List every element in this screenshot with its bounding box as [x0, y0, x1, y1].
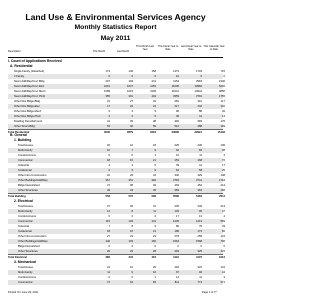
row-value: 0 — [131, 154, 133, 157]
row-label: Multi-Family — [18, 271, 33, 274]
row-value: 488 — [197, 125, 202, 128]
row-value: 18 — [153, 144, 156, 147]
row-value: 14 — [176, 276, 179, 279]
row-value: 76 — [222, 159, 225, 162]
row-value: 49 — [107, 189, 110, 192]
row-value: 258 — [197, 235, 202, 238]
row-value: 1089 — [104, 90, 110, 93]
row-label: Other Structures — [18, 250, 38, 253]
row-label: Other Res Bldgs-Plmb — [14, 115, 41, 118]
total-value: 1912 — [219, 256, 225, 259]
row-value: 23 — [130, 235, 133, 238]
row-value: 0 — [108, 75, 110, 78]
total-value: 33666 — [171, 131, 179, 134]
row-value: 29 — [130, 174, 133, 177]
row-value: 97 — [176, 271, 179, 274]
row-value: 83 — [153, 281, 156, 284]
row-value: 10 — [176, 75, 179, 78]
row-value: 1019 — [127, 90, 133, 93]
row-value: 1568 — [196, 240, 202, 243]
row-value: 27 — [130, 100, 133, 103]
column-header-last-fytd: Last Fiscal Year to Date — [180, 45, 202, 51]
row-value: 11 — [107, 271, 110, 274]
row-value: 774 — [197, 281, 202, 284]
row-label: Industrial — [18, 164, 29, 167]
row-value: 0 — [131, 245, 133, 248]
column-header-calendar-ytd: This Calendar Year to Date — [203, 45, 225, 51]
row-value: 31 — [107, 100, 110, 103]
total-row — [8, 129, 223, 135]
row-value: 4 — [108, 164, 110, 167]
row-value: 340 — [174, 174, 179, 177]
row-value: 435 — [174, 205, 179, 208]
row-value: 10 — [153, 271, 156, 274]
row-value: 20 — [107, 144, 110, 147]
row-value: 104 — [128, 220, 133, 223]
row-label: Swmt Add/Rep/Cnvr Mech — [14, 90, 46, 93]
row-value: 160 — [151, 240, 156, 243]
header-divider — [8, 57, 223, 58]
row-value: 10944 — [194, 90, 202, 93]
total-value: 5484 — [196, 195, 202, 198]
row-value: 363 — [197, 189, 202, 192]
total-value: 4172 — [196, 256, 202, 259]
row-value: 0 — [108, 154, 110, 157]
row-value: 15 — [130, 230, 133, 233]
row-value: 14 — [222, 115, 225, 118]
row-label: Townhouses — [18, 144, 33, 147]
row-value: 512 — [174, 125, 179, 128]
row-label: Commercial — [18, 281, 33, 284]
row-value: 371 — [220, 281, 225, 284]
row-value: 242 — [197, 105, 202, 108]
row-value: 121 — [220, 235, 225, 238]
row-value: 1940 — [219, 80, 225, 83]
total-value: 3035 — [104, 131, 110, 134]
row-value: 3963 — [196, 80, 202, 83]
row-value: 37 — [107, 205, 110, 208]
column-header-description: Description — [8, 50, 21, 53]
row-value: 1061 — [104, 85, 110, 88]
row-value: 9 — [154, 110, 156, 113]
row-value: 322 — [197, 266, 202, 269]
row-value: 213 — [220, 205, 225, 208]
column-header-this-month: This Month — [92, 50, 106, 53]
row-value: 24 — [153, 105, 156, 108]
row-value: 0 — [154, 245, 156, 248]
row-value: 3 — [223, 276, 225, 279]
row-value: 12 — [107, 210, 110, 213]
total-value: 5596 — [173, 195, 179, 198]
row-label: Other Non-Construction — [18, 174, 47, 177]
row-value: 8 — [131, 225, 133, 228]
row-value: 26 — [107, 250, 110, 253]
row-value: 17 — [222, 164, 225, 167]
row-value: 278 — [174, 235, 179, 238]
row-value: 168 — [197, 159, 202, 162]
row-label: Townhouses — [18, 205, 33, 208]
row-value: 5232 — [219, 85, 225, 88]
row-value: 3792 — [173, 179, 179, 182]
row-value: 149 — [128, 70, 133, 73]
row-value: 325 — [197, 250, 202, 253]
row-value: 1 — [154, 276, 156, 279]
row-label: Condominiums — [18, 215, 36, 218]
row-value: 141 — [220, 266, 225, 269]
total-value: 4191 — [173, 256, 179, 259]
row-value: 1213 — [196, 220, 202, 223]
row-value: 44 — [222, 271, 225, 274]
row-value: 47 — [107, 184, 110, 187]
total-value: 3318 — [150, 131, 156, 134]
row-value: 236 — [197, 144, 202, 147]
row-value: 21 — [153, 230, 156, 233]
row-value: 811 — [174, 281, 179, 284]
column-header-last-month: Last Month — [116, 50, 130, 53]
row-value: 241 — [151, 80, 156, 83]
row-label: Other Res Bldgs-Bldg — [14, 100, 40, 103]
row-label: Multi-Family — [18, 210, 33, 213]
row-value: 186 — [174, 230, 179, 233]
row-value: 7 — [108, 225, 110, 228]
row-label: Institutional — [18, 169, 32, 172]
row-value: 173 — [197, 230, 202, 233]
row-value: 404 — [151, 95, 156, 98]
row-value: 10982 — [194, 85, 202, 88]
row-label: Condominiums — [18, 154, 36, 157]
row-value: 18 — [107, 230, 110, 233]
row-value: 34 — [153, 174, 156, 177]
row-value: 569 — [220, 220, 225, 223]
row-value: 23 — [130, 250, 133, 253]
row-value: 24 — [107, 266, 110, 269]
row-value: 281 — [174, 100, 179, 103]
row-value: 131 — [151, 220, 156, 223]
row-label: Dwelling Demolishment — [14, 120, 43, 123]
row-label: Multi-Family — [18, 149, 33, 152]
section-heading-general: B. General — [10, 133, 27, 137]
row-value: 38 — [222, 149, 225, 152]
row-value: 64 — [130, 281, 133, 284]
row-value: 6 — [108, 110, 110, 113]
row-value: 310 — [197, 100, 202, 103]
row-value: 41 — [199, 115, 202, 118]
row-value: 11 — [153, 210, 156, 213]
row-value: 4850 — [219, 90, 225, 93]
row-value: 383 — [174, 189, 179, 192]
row-value: 11531 — [171, 90, 179, 93]
row-value: 72 — [107, 281, 110, 284]
report-period: May 2011 — [100, 35, 131, 42]
row-value: 392 — [174, 120, 179, 123]
row-value: 45 — [153, 189, 156, 192]
row-value: 18 — [107, 159, 110, 162]
row-value: 392 — [151, 179, 156, 182]
row-label: Townhouses — [18, 266, 33, 269]
row-value: 331 — [128, 95, 133, 98]
row-value: 294 — [174, 266, 179, 269]
row-value: 11005 — [171, 85, 179, 88]
row-value: 94 — [176, 149, 179, 152]
row-value: 38 — [153, 120, 156, 123]
row-value: 217 — [174, 105, 179, 108]
total-value: 553 — [105, 195, 110, 198]
total-value: 583 — [151, 195, 156, 198]
row-value: 3959 — [173, 95, 179, 98]
row-value: 28 — [153, 250, 156, 253]
section-heading-residential: A. Residential — [10, 64, 33, 68]
table-row — [8, 280, 223, 285]
row-value: 20 — [153, 266, 156, 269]
row-value: 11 — [199, 154, 202, 157]
row-value: 4 — [131, 110, 133, 113]
row-value: 1564 — [173, 240, 179, 243]
row-value: 0 — [154, 75, 156, 78]
row-label: Commercial — [18, 159, 33, 162]
row-value: 715 — [220, 70, 225, 73]
row-value: 41 — [199, 164, 202, 167]
row-value: 2 — [154, 215, 156, 218]
row-value: 1235 — [173, 220, 179, 223]
row-value: 16 — [130, 144, 133, 147]
row-value: 78 — [199, 225, 202, 228]
row-value: 9 — [131, 271, 133, 274]
row-value: 193 — [128, 80, 133, 83]
total-value: 15132 — [217, 131, 225, 134]
row-value: 96 — [176, 110, 179, 113]
row-value: 83 — [199, 149, 202, 152]
row-value: 454 — [197, 184, 202, 187]
row-value: 13 — [199, 215, 202, 218]
row-value: 32 — [222, 110, 225, 113]
total-value: 416 — [151, 256, 156, 259]
row-value: 58 — [199, 169, 202, 172]
total-label: Total Building — [8, 195, 26, 198]
row-value: 36 — [176, 115, 179, 118]
row-value: 0 — [108, 215, 110, 218]
row-value: 1755 — [219, 95, 225, 98]
row-value: 3 — [223, 154, 225, 157]
row-value: 31 — [153, 205, 156, 208]
section-heading-applications: I. Count of Applications Received — [8, 59, 62, 63]
row-label: Swmt Add/Rep/Cnvr Plmb — [14, 95, 46, 98]
row-label: Single Family (Detached) — [14, 70, 45, 73]
row-value: 176 — [220, 120, 225, 123]
row-value: 3741 — [196, 179, 202, 182]
row-value: 199 — [220, 125, 225, 128]
row-value: 102 — [220, 105, 225, 108]
row-value: 4154 — [173, 80, 179, 83]
page-number: Page 1 of 77 — [202, 291, 217, 294]
row-value: 106 — [220, 144, 225, 147]
row-value: 5 — [154, 164, 156, 167]
row-label: Condominiums — [18, 276, 36, 279]
row-value: 0 — [131, 75, 133, 78]
row-value: 9 — [154, 225, 156, 228]
row-value: 47 — [222, 210, 225, 213]
row-value: 15 — [176, 154, 179, 157]
row-value: 88 — [199, 110, 202, 113]
row-value: 92 — [199, 271, 202, 274]
row-value: 10 — [107, 149, 110, 152]
row-value: 355 — [105, 95, 110, 98]
row-value: 225 — [174, 144, 179, 147]
row-label: Industrial — [18, 225, 29, 228]
row-value: 82 — [222, 230, 225, 233]
row-value: 9 — [154, 169, 156, 172]
row-value: 32 — [107, 174, 110, 177]
row-value: 166 — [220, 189, 225, 192]
row-value: 1153 — [150, 85, 156, 88]
total-value: 32921 — [194, 131, 202, 134]
section-heading-mechanical: 3. Mechanical — [14, 260, 37, 264]
row-value: 1 — [154, 154, 156, 157]
row-value: 33 — [222, 225, 225, 228]
total-value: 2879 — [127, 131, 133, 134]
row-value: 0 — [223, 245, 225, 248]
row-value: 53 — [107, 125, 110, 128]
total-row — [8, 254, 223, 260]
row-value: 25 — [222, 169, 225, 172]
row-value: 39 — [130, 120, 133, 123]
row-value: 117 — [220, 100, 225, 103]
total-value: 382 — [105, 256, 110, 259]
row-value: 103 — [174, 210, 179, 213]
row-label: Commercial — [18, 220, 33, 223]
row-label: Institutional — [18, 230, 32, 233]
row-value: 3 — [131, 164, 133, 167]
row-value: 4 — [223, 215, 225, 218]
section-heading-building: 1. Building — [14, 138, 32, 142]
report-title: Monthly Statistics Report — [74, 24, 157, 31]
row-value: 158 — [151, 70, 156, 73]
row-value: 0 — [108, 245, 110, 248]
row-label: Bldgs Demolished — [18, 245, 40, 248]
row-value: 133 — [128, 240, 133, 243]
row-value: 15 — [130, 159, 133, 162]
row-value: 5 — [131, 169, 133, 172]
section-heading-electrical: 2. Electrical — [14, 199, 33, 203]
row-value: 2 — [131, 115, 133, 118]
row-value: 367 — [105, 179, 110, 182]
row-value: 8 — [131, 210, 133, 213]
total-value: 344 — [128, 256, 133, 259]
row-value: 153 — [174, 159, 179, 162]
row-value: 6 — [108, 169, 110, 172]
row-value: 46 — [130, 125, 133, 128]
row-label: Swmt Add/Rep/Cnvr Bldg — [14, 80, 45, 83]
row-value: 0 — [108, 276, 110, 279]
row-value: 3791 — [196, 95, 202, 98]
row-value: 80 — [176, 225, 179, 228]
row-value: 95 — [199, 210, 202, 213]
row-value: 0 — [200, 245, 202, 248]
row-value: 41 — [107, 120, 110, 123]
row-value: 329 — [197, 174, 202, 177]
row-value: 43 — [130, 189, 133, 192]
row-value: 0 — [200, 75, 202, 78]
row-value: 1047 — [127, 85, 133, 88]
total-label: Total Residential — [8, 131, 30, 134]
row-value: 0 — [223, 75, 225, 78]
row-value: 34 — [153, 100, 156, 103]
row-value: 23 — [153, 235, 156, 238]
row-value: 140 — [105, 240, 110, 243]
column-header-same-month-last-year: This Month Last Year — [136, 45, 154, 51]
row-label: Swmt Add/Rep/Cnvr Elec — [14, 85, 45, 88]
row-value: 1473 — [173, 70, 179, 73]
row-value: 21 — [153, 159, 156, 162]
row-value: 9 — [154, 149, 156, 152]
row-value: 148 — [220, 174, 225, 177]
row-value: 173 — [105, 70, 110, 73]
row-value: 293 — [174, 250, 179, 253]
row-value: 19 — [130, 266, 133, 269]
row-value: 706 — [220, 240, 225, 243]
row-label: Other Buildings/Add/Rep — [18, 179, 48, 182]
row-value: 5 — [154, 115, 156, 118]
row-label: Other Struct-Bldg — [14, 125, 35, 128]
row-value: 17 — [107, 105, 110, 108]
row-label: Other Structures — [18, 189, 38, 192]
row-value: 369 — [197, 120, 202, 123]
row-label: 2 Family — [14, 75, 25, 78]
row-label: Other Res Bldgs-Mech — [14, 110, 42, 113]
row-value: 115 — [105, 220, 110, 223]
total-row — [8, 193, 223, 199]
total-value: 2511 — [219, 195, 225, 198]
row-label: Bldgs Demolished — [18, 184, 40, 187]
row-value: 137 — [220, 250, 225, 253]
row-value: 62 — [176, 169, 179, 172]
row-value: 0 — [177, 245, 179, 248]
row-value: 0 — [131, 215, 133, 218]
row-value: 7 — [131, 149, 133, 152]
row-label: Other Res Bldgs-Elec — [14, 105, 40, 108]
row-value: 2 — [108, 115, 110, 118]
row-value: 449 — [197, 205, 202, 208]
row-value: 1703 — [196, 70, 202, 73]
row-value: 207 — [105, 80, 110, 83]
row-value: 49 — [153, 184, 156, 187]
row-value: 1718 — [219, 179, 225, 182]
row-value: 39 — [176, 164, 179, 167]
row-value: 59 — [153, 125, 156, 128]
column-header-fytd: This Fiscal Year to Date — [157, 45, 179, 51]
row-value: 11 — [199, 276, 202, 279]
row-value: 214 — [220, 184, 225, 187]
agency-name: Land Use & Environmental Services Agency — [25, 12, 206, 22]
row-value: 30 — [130, 205, 133, 208]
row-value: 17 — [176, 215, 179, 218]
row-value: 493 — [174, 184, 179, 187]
row-label: Other Buildings/Add/Rep — [18, 240, 48, 243]
row-label: Other Non-Construction — [18, 235, 47, 238]
row-value: 0 — [131, 276, 133, 279]
printed-date: Printed On: June 29, 2011 — [8, 291, 39, 294]
total-value: 507 — [128, 195, 133, 198]
total-label: Total Electrical — [8, 256, 27, 259]
row-value: 38 — [130, 184, 133, 187]
row-value: 22 — [130, 105, 133, 108]
row-value: 27 — [107, 235, 110, 238]
row-value: 1193 — [150, 90, 156, 93]
row-value: 351 — [128, 179, 133, 182]
